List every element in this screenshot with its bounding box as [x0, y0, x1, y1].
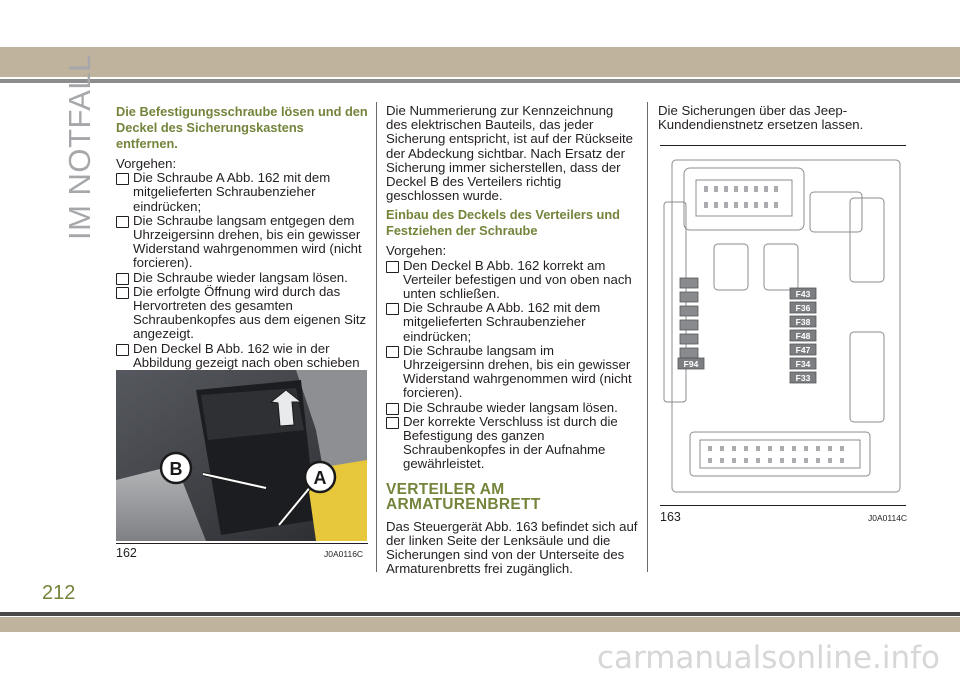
fuse-label: F36 — [795, 303, 811, 313]
column-1 — [116, 104, 368, 384]
section-heading: VERTEILER AM ARMATURENBRETT — [386, 480, 541, 513]
col2-step: Die Schraube langsam im Uhrzeigersinn drehen, bis ein gewisser Widerstand wahrgenommen wird (nicht forcieren). — [386, 344, 638, 401]
col1-step: Die Schraube wieder langsam lösen. — [116, 271, 368, 285]
fuse-label: F38 — [795, 317, 811, 327]
col2-step: Den Deckel B Abb. 162 korrekt am Verteiler befestigen und von oben nach unten schließen. — [386, 259, 638, 302]
col1-intro: Vorgehen: — [116, 156, 177, 171]
fuse-label: F48 — [795, 331, 811, 341]
figure-162-code-wrap — [324, 548, 363, 560]
side-title-text: IM NOTFALL — [62, 54, 97, 240]
column-separator — [647, 102, 648, 572]
col1-heading: Die Befestigungsschraube lösen und den Deckel des Sicherungskastens entfernen. — [116, 104, 368, 151]
figure-162-rule — [116, 543, 368, 544]
fuse-label: F33 — [795, 373, 811, 383]
col2-step: Die Schraube A Abb. 162 mit dem mitgelieferten Schraubenzieher eindrücken; — [386, 301, 638, 344]
figure-162-number: 162 — [116, 546, 137, 560]
fuse-label: F43 — [795, 289, 811, 299]
bottom-band-line — [0, 612, 960, 616]
figure-163-code: J0A0114C — [868, 513, 908, 523]
figure-163-code-wrap — [868, 512, 907, 524]
watermark: carmanualsonline.info — [596, 640, 940, 676]
figure-162-caption — [116, 546, 137, 560]
figure-163-drawing — [660, 152, 908, 502]
col1-step: Den Deckel B Abb. 162 wie in der Abbildung gezeigt nach oben schieben — [116, 342, 368, 385]
col2-step: Die Schraube wieder langsam lösen. — [386, 401, 638, 415]
fuse-label: F47 — [795, 345, 811, 355]
figure-162-code: J0A0116C — [324, 549, 364, 559]
figure-163-rule — [660, 505, 906, 506]
figure-163-top-rule — [660, 145, 906, 146]
col1-step: Die Schraube A Abb. 162 mit dem mitgelieferten Schraubenzieher eindrücken; — [116, 171, 368, 214]
figure-162-label-b: B — [169, 459, 183, 479]
figure-163-caption — [660, 510, 681, 524]
figure-162-label-a: A — [313, 468, 327, 488]
top-band-line — [0, 79, 960, 83]
figure-162-photo — [116, 370, 367, 541]
side-section-title — [40, 54, 97, 250]
column-separator — [376, 102, 377, 572]
section-paragraph: Das Steuergerät Abb. 163 befindet sich auf der linken Seite der Lenksäule und die Sicherungen sind von der Unterseite des Armaturenbretts frei zugänglich. — [386, 518, 638, 577]
col2-heading: Einbau des Deckels des Verteilers und Festziehen der Schraube — [386, 207, 620, 239]
top-band-bar — [0, 47, 960, 77]
figure-163-number: 163 — [660, 510, 681, 524]
column-3 — [658, 104, 910, 136]
col3-paragraph: Die Sicherungen über das Jeep-Kundendienstnetz ersetzen lassen. — [658, 103, 864, 133]
fuse-label: F34 — [795, 359, 811, 369]
col2-step: Der korrekte Verschluss ist durch die Befestigung des ganzen Schraubenkopfes in der Aufnahme gewährleistet. — [386, 415, 638, 472]
col1-step: Die Schraube langsam entgegen dem Uhrzeigersinn drehen, bis ein gewisser Widerstand wahrgenommen wird (nicht forcieren). — [116, 214, 368, 271]
col1-step: Die erfolgte Öffnung wird durch das Hervortreten des gesamten Schraubenkopfes aus dem eigenen Sitz angezeigt. — [116, 285, 368, 342]
fuse-label-left: F94 — [683, 359, 699, 369]
column-2 — [386, 104, 638, 580]
col2-intro: Vorgehen: — [386, 243, 447, 259]
page-number: 212 — [42, 582, 76, 604]
bottom-band-bar — [0, 617, 960, 632]
col2-paragraph: Die Nummerierung zur Kennzeichnung des elektrischen Bauteils, das jeder Sicherung entspricht, ist auf der Rückseite der Abdeckung sichtbar. Nach Ersatz der Sicherung immer sicherstellen, dass der Deckel B des Verteilers richtig geschlossen wurde. — [386, 103, 634, 204]
